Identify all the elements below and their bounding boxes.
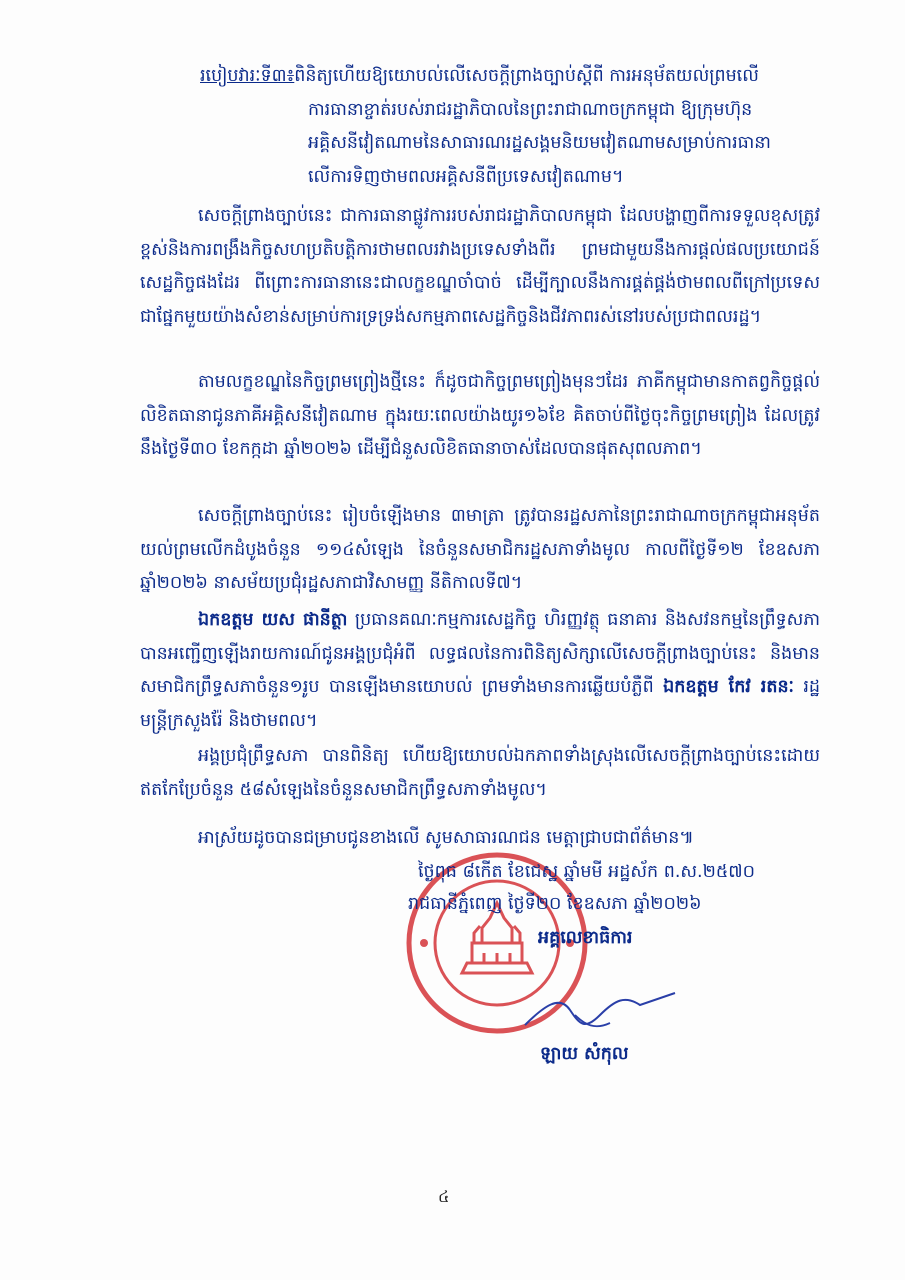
date-solar: រាជធានីភ្នំពេញ ថ្ងៃទី២០ ខែឧសភា ឆ្នាំ២០២៦ [408,894,702,914]
paragraph-4-body: ប្រធានគណៈកម្មការសេដ្ឋកិច្ច ហិរញ្ញវត្ថុ ធនាគារ និងសវនកម្មនៃព្រឹទ្ធសភា បានអញ្ជើញឡើងរាយការណ៍ជូនអង្គប្រជុំអំពី លទ្ធផលនៃការពិនិត្យសិក្សាលើសេចក្តីព្រាងច្បាប់នេះ និងមានសមាជិកព្រឹទ្ធសភាចំនួន១រូប បានឡើងមានយោបល់ ព្រមទាំងមានការឆ្លើយបំភ្លឺពី [140,610,820,697]
office-title: អគ្គលេខាធិការ [538,928,633,948]
agenda-line1: ពិនិត្យហើយឱ្យយោបល់លើសេចក្តីព្រាងច្បាប់ស្តីពី ការអនុម័តយល់ព្រមលើ [294,66,759,86]
paragraph-4-end: រដ្ឋមន្ត្រីក្រសួងរ៉ែ និងថាមពល។ [140,677,820,731]
signer-name: ឡាយ សំកុល [540,1044,629,1064]
agenda-heading [200,60,840,194]
paragraph-2: តាមលក្ខខណ្ឌនៃកិច្ចព្រមព្រៀងថ្មីនេះ ក៏ដូចជាកិច្ចព្រមព្រៀងមុនៗដែរ ភាគីកម្ពុជាមានកាតព្វកិច្ចផ្តល់លិខិតធានាជូនភាគីអគ្គិសនីវៀតណាម ក្នុងរយៈពេលយ៉ាងយូរ១៦ខែ គិតចាប់ពីថ្ងៃចុះកិច្ចព្រមព្រៀង ដែលត្រូវនឹងថ្ងៃទី៣០ ខែកក្កដា ឆ្នាំ២០២៦ ដើម្បីជំនួសលិខិតធានាចាស់ដែលបានផុតសុពលភាព។ [140,372,820,459]
paragraph-1: សេចក្តីព្រាងច្បាប់នេះ ជាការធានាផ្លូវការរបស់រាជរដ្ឋាភិបាលកម្ពុជា ដែលបង្ហាញពីការទទួលខុសត្រូវខ្ពស់និងការពង្រឹងកិច្ចសហប្រតិបត្តិការថាមពលរវាងប្រទេសទាំងពីរ ព្រមជាមួយនឹងការផ្តល់ផលប្រយោជន៍សេដ្ឋកិច្ចផងដែរ ពីព្រោះការធានានេះជាលក្ខខណ្ឌចាំបាច់ ដើម្បីក្បាលនឹងការផ្គត់ផ្គង់ថាមពលពីក្រៅប្រទេស ជាផ្នែកមួយយ៉ាងសំខាន់សម្រាប់ការទ្រទ្រង់សកម្មភាពសេដ្ឋកិច្ចនិងជីវភាពរស់នៅរបស់ប្រជាពលរដ្ឋ។ [140,206,820,327]
closing-statement: អាស្រ័យដូចបានជម្រាបជូនខាងលើ សូមសាធារណជន មេត្តាជ្រាបជាព័ត៌មាន៕ [198,828,694,848]
paragraph-4-speaker: ឯកឧត្តម យស ផានីត្ថា [198,610,348,630]
paragraph-5: អង្គប្រជុំព្រឹទ្ធសភា បានពិនិត្យ ហើយឱ្យយោបល់ឯកភាពទាំងស្រុងលើសេចក្តីព្រាងច្បាប់នេះដោយឥតកែប្រែចំនួន ៥៨សំឡេងនៃចំនួនសមាជិកព្រឹទ្ធសភាទាំងមូល។ [140,746,820,800]
signature-icon [515,985,685,1045]
date-lunar: ថ្ងៃពុធ ៨កើត ខែជេស្ឋ ឆ្នាំមមី អដ្ឋស័ក ព.ស.២៥៧០ [418,862,755,882]
agenda-label: របៀបវារៈទី៣៖ [200,66,295,86]
paragraph-4 [140,604,820,738]
page-number: ៤ [438,1187,450,1206]
agenda-rest: ការធានាខ្ចាត់របស់រាជរដ្ឋាភិបាលនៃព្រះរាជាណាចក្រកម្ពុជា ឱ្យក្រុមហ៊ុនអគ្គិសនីវៀតណាមនៃសាធារណរដ្ឋសង្គមនិយមវៀតណាមសម្រាប់ការធានាលើការទិញថាមពលអគ្គិសនីពីប្រទេសវៀតណាម។ [308,99,771,187]
paragraph-3: សេចក្តីព្រាងច្បាប់នេះ រៀបចំឡើងមាន ៣មាត្រា ត្រូវបានរដ្ឋសភានៃព្រះរាជាណាចក្រកម្ពុជាអនុម័តយល់ព្រមលើកដំបូងចំនួន ១១៤សំឡេង នៃចំនួនសមាជិករដ្ឋសភាទាំងមូល កាលពីថ្ងៃទី១២ ខែឧសភា ឆ្នាំ២០២៦ នាសម័យប្រជុំរដ្ឋសភាជាវិសាមញ្ញ នីតិកាលទី៧។ [140,506,820,593]
paragraph-4-minister: ឯកឧត្តម កែវ រតនៈ [663,677,794,697]
